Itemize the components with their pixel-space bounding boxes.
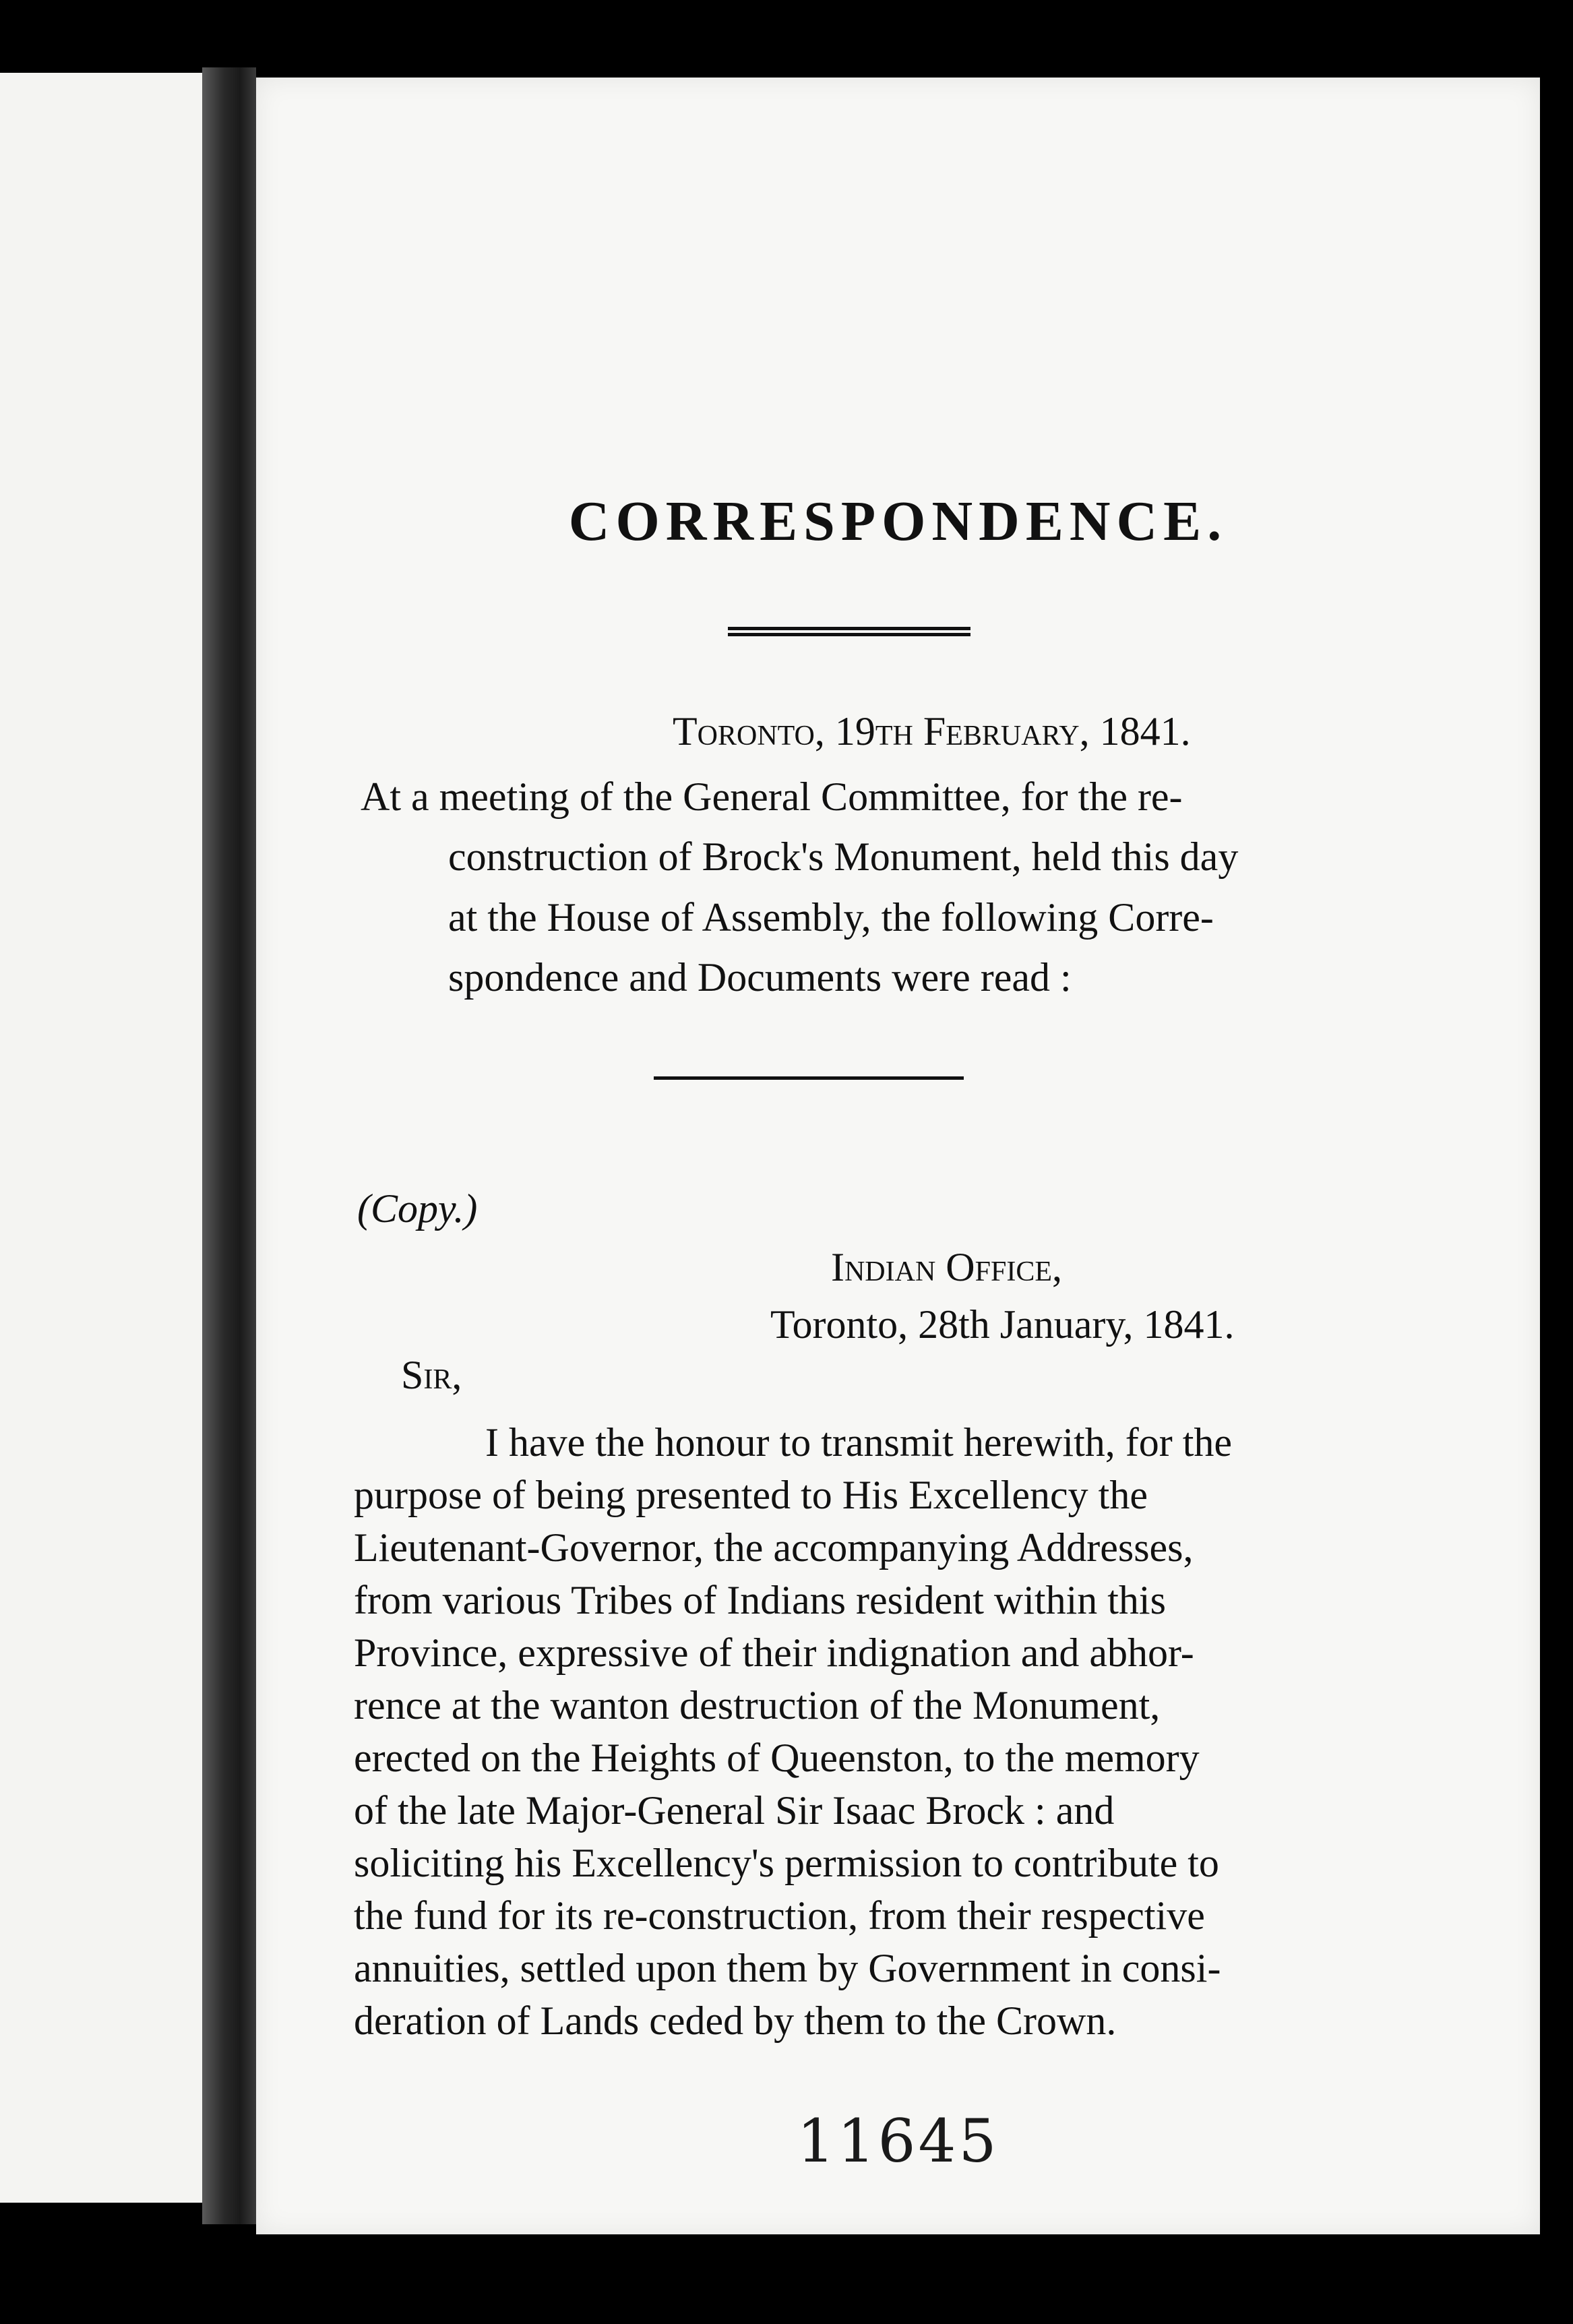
document-page: [256, 78, 1540, 2234]
body-line: from various Tribes of Indians resident within this: [354, 1578, 1166, 1622]
dateline: Toronto, 19th February, 1841.: [673, 709, 1191, 754]
body-line: the fund for its re-construction, from their respective: [354, 1893, 1205, 1938]
salutation: Sir,: [401, 1353, 462, 1397]
copy-label: (Copy.): [357, 1186, 478, 1231]
body-line: erected on the Heights of Queenston, to the memory: [354, 1736, 1200, 1780]
body-line: purpose of being presented to His Excellency the: [354, 1473, 1148, 1517]
intro-line: spondence and Documents were read :: [448, 955, 1072, 1000]
body-line: deration of Lands ceded by them to the Crown.: [354, 1998, 1117, 2043]
rule-divider: [654, 1076, 964, 1080]
body-line: Lieutenant-Governor, the accompanying Addresses,: [354, 1525, 1194, 1570]
body-line: Province, expressive of their indignation and abhor-: [354, 1630, 1194, 1675]
body-line: of the late Major-General Sir Isaac Brock : and: [354, 1788, 1115, 1833]
intro-line: At a meeting of the General Committee, for the re-: [361, 774, 1183, 819]
book-gutter: [202, 67, 256, 2224]
catalog-number: 11645: [797, 2106, 999, 2176]
body-line: soliciting his Excellency's permission to contribute to: [354, 1841, 1219, 1885]
previous-page-edge: [0, 73, 202, 2203]
letter-date: Toronto, 28th January, 1841.: [770, 1302, 1235, 1347]
body-line: rence at the wanton destruction of the Monument,: [354, 1683, 1161, 1727]
body-line: annuities, settled upon them by Government in consi-: [354, 1946, 1221, 1990]
intro-line: construction of Brock's Monument, held this day: [448, 834, 1239, 879]
body-line: I have the honour to transmit herewith, for the: [485, 1420, 1233, 1465]
page-heading: CORRESPONDENCE.: [568, 490, 1228, 553]
intro-line: at the House of Assembly, the following Corre-: [448, 895, 1214, 940]
office-name: Indian Office,: [831, 1245, 1062, 1289]
double-rule-divider: [728, 627, 970, 636]
